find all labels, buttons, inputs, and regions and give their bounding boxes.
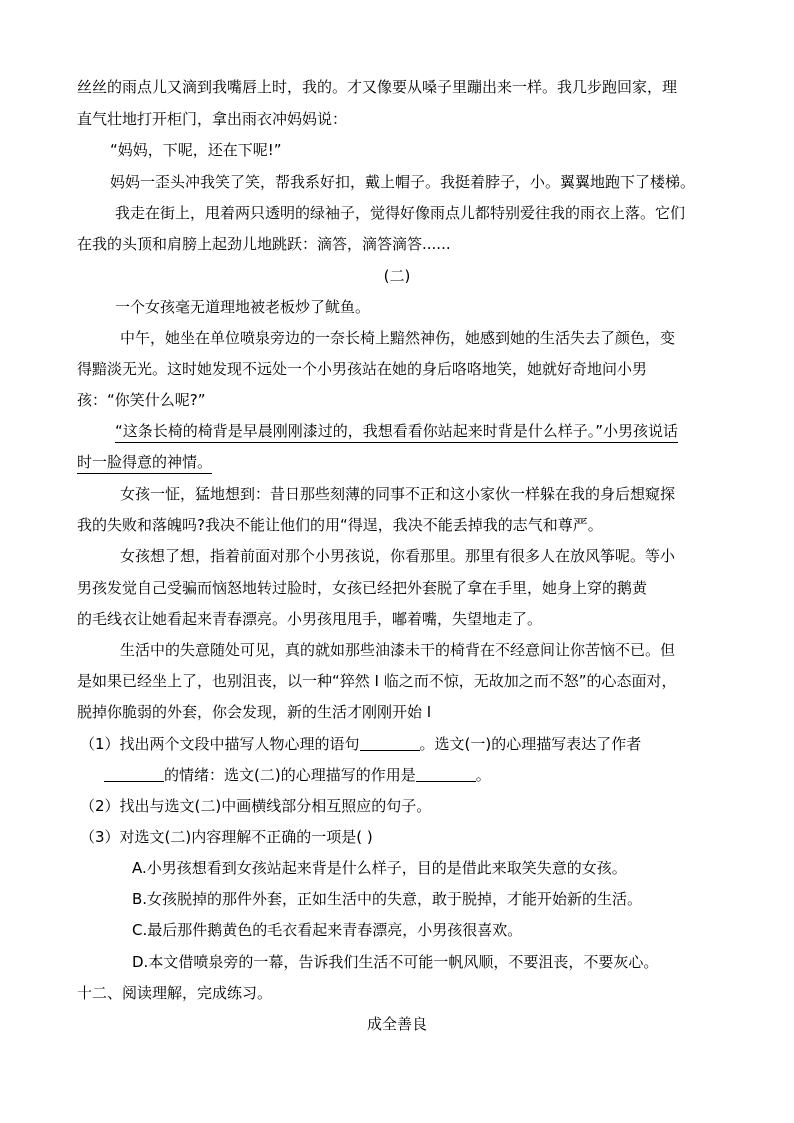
- paragraph-line: 中午，她坐在单位喷泉旁边的一奈长椅上黯然神伤，她感到她的生活失去了颜色，变: [120, 329, 676, 347]
- option-c: C.最后那件鹅黄色的毛衣看起来青春漂亮，小男孩很喜欢。: [132, 921, 523, 939]
- paragraph-line: 得黯淡无光。这时她发现不远处一个小男孩站在她的身后咯咯地笑，她就好奇地问小男: [77, 360, 648, 378]
- paragraph-line: 女孩一怔，猛地想到：昔日那些刻薄的同事不正和这小家伙一样躲在我的身后想窥探: [120, 485, 676, 503]
- paragraph-line: 直气壮地打开柜门，拿出雨衣冲妈妈说：: [77, 110, 348, 128]
- question-text: （1）找出两个文段中描写人物心理的语句: [80, 735, 360, 753]
- paragraph-line: 女孩想了想，指着前面对那个小男孩说，你看那里。那里有很多人在放风筝呢。等小: [120, 547, 676, 565]
- option-a: A.小男孩想看到女孩站起来背是什么样子，目的是借此来取笑失意的女孩。: [132, 859, 627, 877]
- option-b: B.女孩脱掉的那件外套，正如生活中的失意，敢于脱掉，才能开始新的生活。: [132, 890, 643, 908]
- section-heading: 十二、阅读理解，完成练习。: [77, 984, 273, 1002]
- paragraph-line: 是如果已经坐上了，也别沮丧，以一种“猝然 I 临之而不惊，无故加之而不怒”的心态面对，: [77, 672, 677, 690]
- paragraph-line: 脱掉你脆弱的外套，你会发现，新的生活才刚刚开始 I: [77, 703, 432, 721]
- paragraph-line: 一个女孩毫无道理地被老板炒了鱿鱼。: [115, 298, 371, 316]
- question-3: （3）对选文(二)内容理解不正确的一项是( ): [80, 828, 373, 846]
- question-text: 的情绪：选文(二)的心理描写的作用是: [164, 766, 416, 784]
- paragraph-line: 孩：“你笑什么呢?”: [77, 391, 206, 409]
- option-d: D.本文借喷泉旁的一幕，告诉我们生活不可能一帆风顺，不要沮丧，不要灰心。: [132, 953, 659, 971]
- paragraph-line: 男孩发觉自己受骗而恼怒地转过脸时，女孩已经把外套脱了拿在手里，她身上穿的鹅黄: [77, 579, 648, 597]
- paragraph-line: 的毛线衣让她看起来青春漂亮。小男孩甩甩手，嘟着嘴，失望地走了。: [77, 610, 543, 628]
- question-text: 。选文(一)的心理描写表达了作者: [419, 735, 642, 753]
- answer-blank[interactable]: [416, 767, 476, 782]
- answer-blank[interactable]: [104, 767, 164, 782]
- question-1-continued: [104, 765, 491, 785]
- underlined-sentence: 时一脸得意的神情。: [77, 452, 212, 474]
- question-text: 。: [475, 766, 491, 784]
- question-2: （2）找出与选文(二)中画横线部分相互照应的句子。: [80, 797, 432, 815]
- question-1: [80, 734, 641, 754]
- paragraph-line: 我走在街上，甩着两只透明的绿袖子，觉得好像雨点儿都特别爱往我的雨衣上落。它们: [115, 204, 686, 222]
- paragraph-line: 生活中的失意随处可见，真的就如那些油漆未干的椅背在不经意间让你苦恼不已。但: [120, 641, 676, 659]
- article-title: 成全善良: [366, 1015, 427, 1033]
- underlined-sentence: “这条长椅的椅背是早晨刚刚漆过的，我想看看你站起来时背是什么样子。”小男孩说话: [115, 421, 678, 443]
- section-heading: (二): [383, 267, 411, 285]
- paragraph-line: “妈妈，下呢，还在下呢!”: [110, 141, 282, 159]
- paragraph-line: 妈妈一歪头冲我笑了笑，帮我系好扣，戴上帽子。我挺着脖子，小。翼翼地跑下了楼梯。: [110, 173, 696, 191]
- paragraph-line: 我的失败和落魄吗?我决不能让他们的用“得逞，我决不能丢掉我的志气和尊严。: [77, 516, 603, 534]
- paragraph-line: 在我的头顶和肩膀上起劲儿地跳跃：滴答，滴答滴答......: [77, 235, 451, 253]
- answer-blank[interactable]: [360, 736, 420, 751]
- paragraph-line: 丝丝的雨点儿又滴到我嘴唇上时，我的。才又像要从嗓子里蹦出来一样。我几步跑回家，理: [77, 78, 678, 96]
